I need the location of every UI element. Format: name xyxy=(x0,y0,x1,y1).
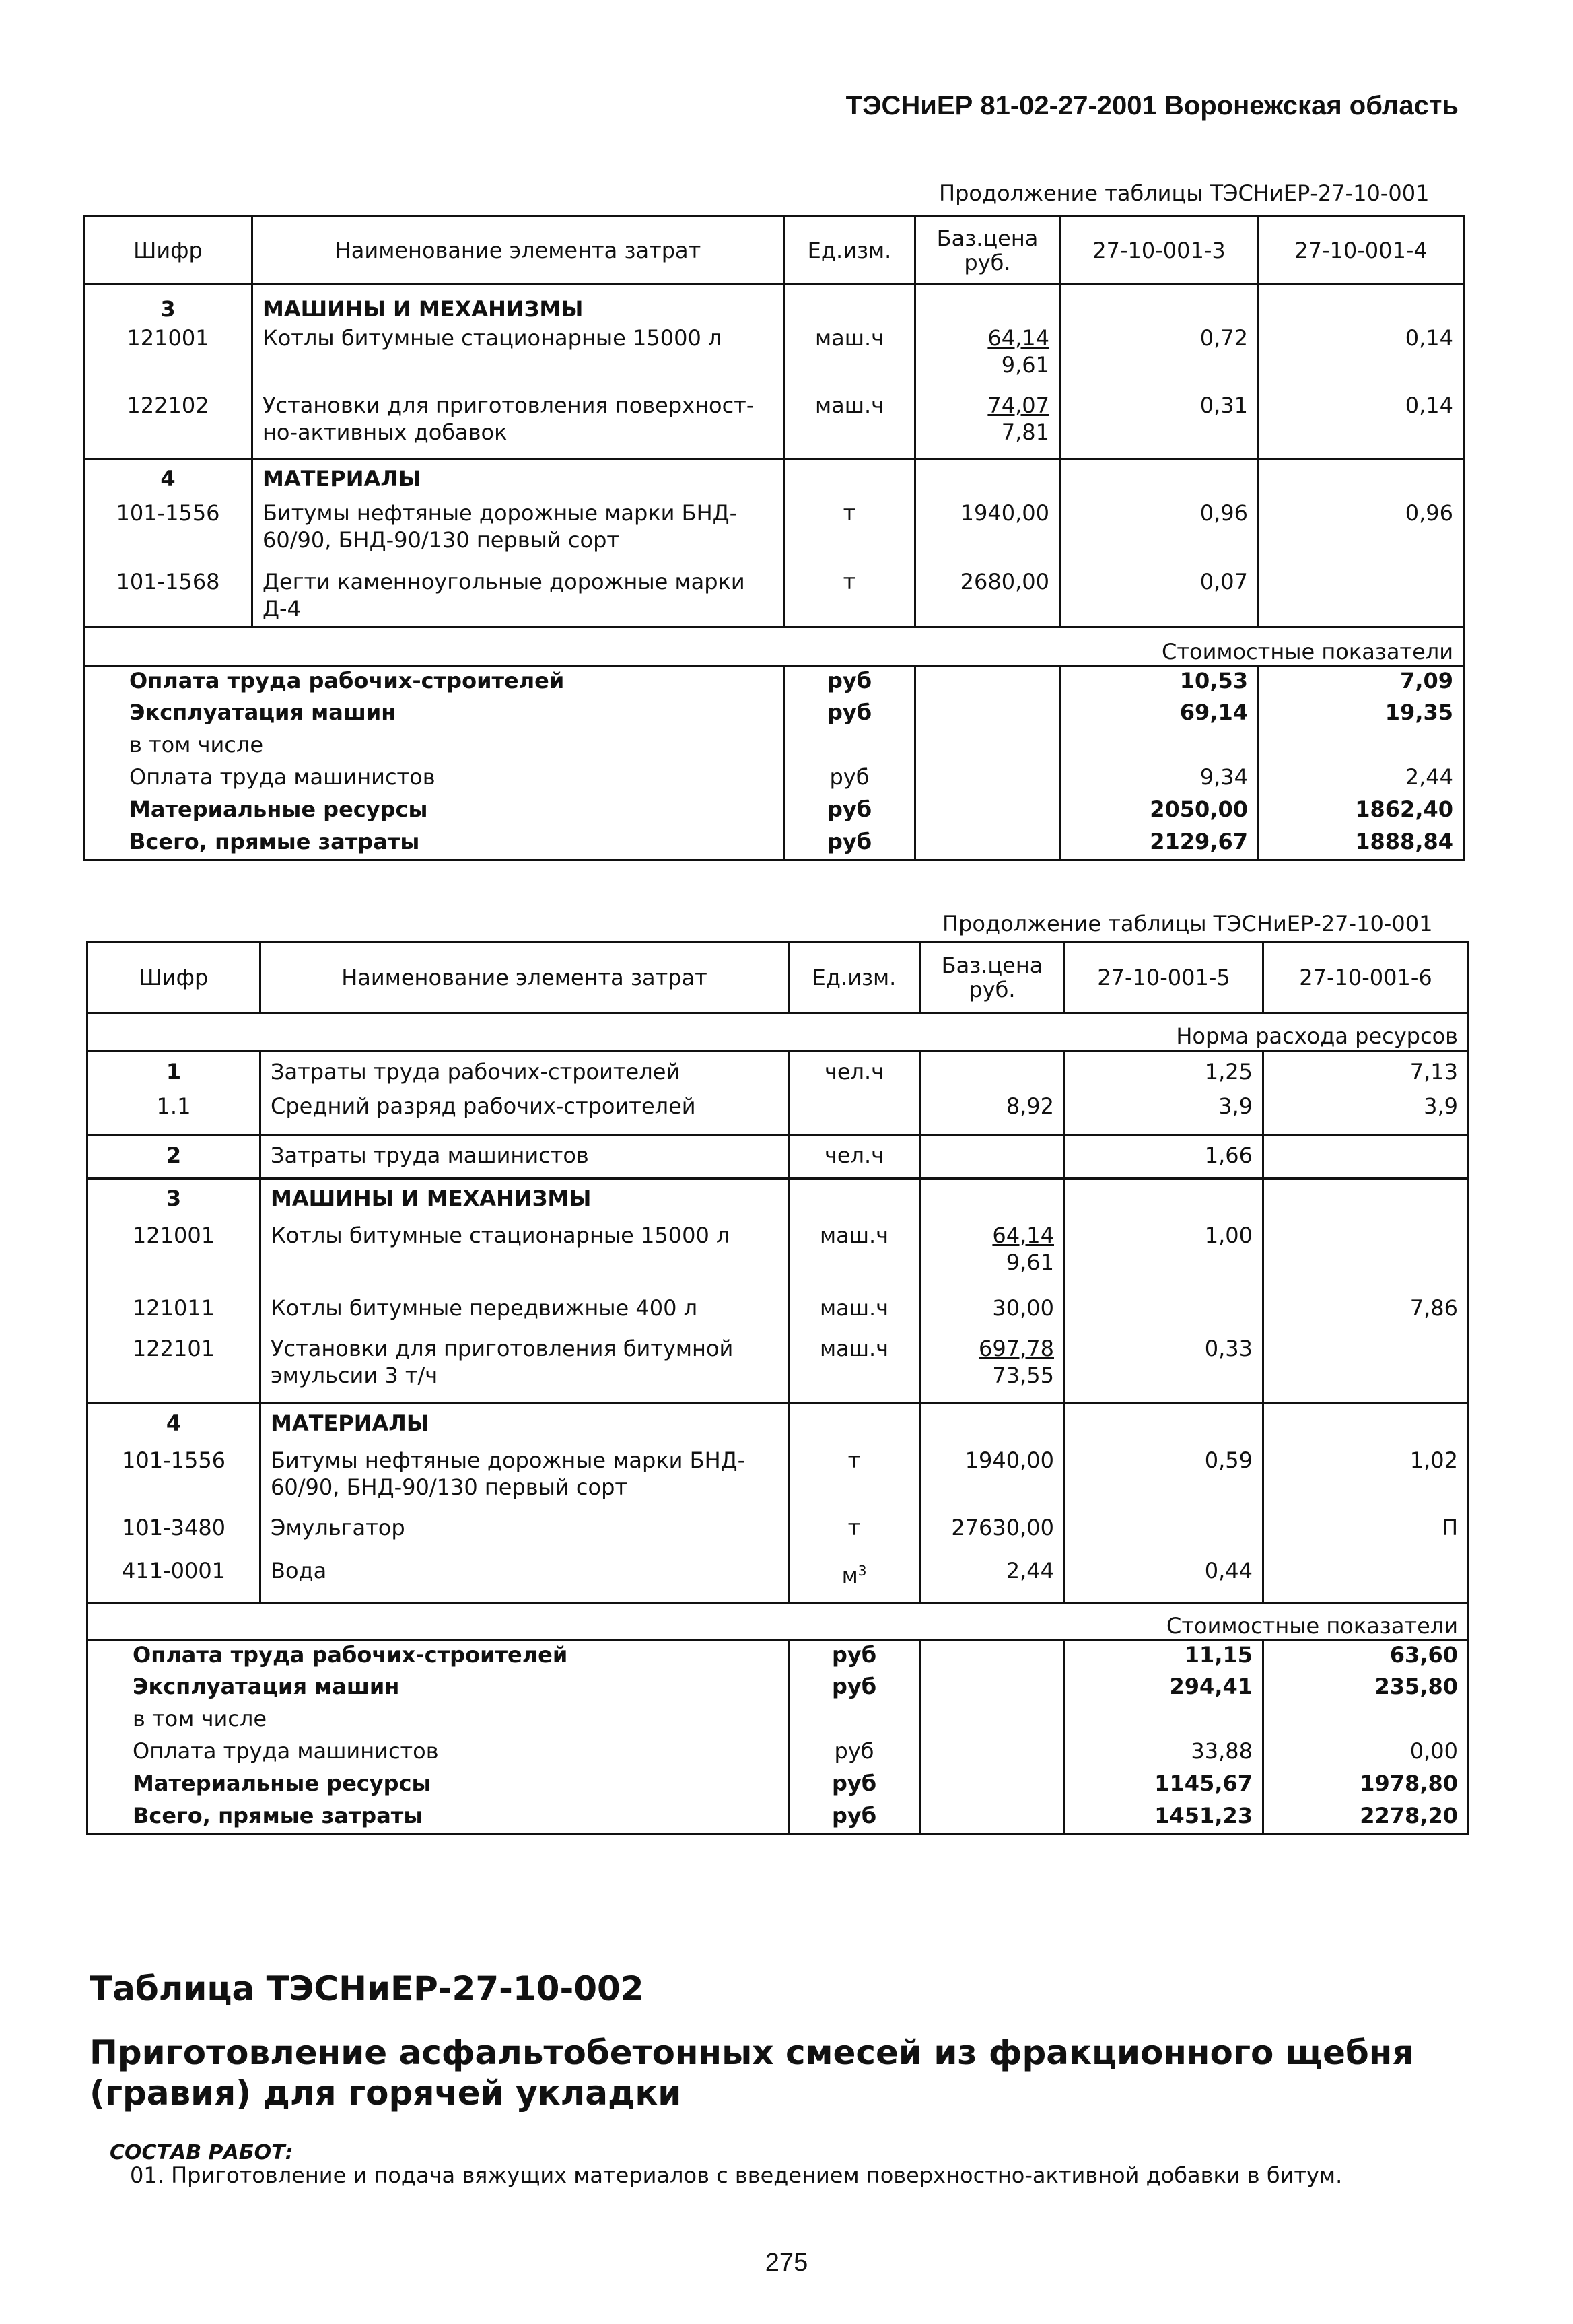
table-row xyxy=(88,1222,1469,1295)
price-salary-value: 7,81 xyxy=(1001,419,1049,445)
row-value-2: 1,02 xyxy=(1263,1447,1469,1514)
cost-name: в том числе xyxy=(88,1705,789,1738)
row-code: 101-1556 xyxy=(88,1447,260,1514)
cost-indicators-label: Стоимостные показатели xyxy=(84,627,1464,667)
price-value: 64,14 xyxy=(987,324,1049,351)
cost-unit: руб xyxy=(784,828,915,860)
price-value: 64,14 xyxy=(992,1222,1054,1248)
row-value-2: 0,96 xyxy=(1259,500,1464,568)
row-code: 411-0001 xyxy=(88,1557,260,1603)
row-price: 30,00 xyxy=(920,1295,1065,1335)
row-name xyxy=(252,500,784,568)
cost-row xyxy=(84,828,1464,860)
cost-value-1: 2129,67 xyxy=(1060,828,1259,860)
row-name: МАШИНЫ И МЕХАНИЗМЫ xyxy=(252,284,784,324)
price-salary-value: 9,61 xyxy=(1001,351,1049,378)
row-name-line1: Установки для приготовления битумной xyxy=(271,1335,734,1361)
section-subtitle-line1: Приготовление асфальтобетонных смесей из фракционного щебня xyxy=(90,2033,1414,2072)
cost-row xyxy=(88,1770,1469,1802)
table-row xyxy=(88,1093,1469,1136)
cost-value-1 xyxy=(1060,731,1259,763)
page-number: 275 xyxy=(765,2249,808,2277)
row-name: Котлы битумные передвижные 400 л xyxy=(260,1295,789,1335)
row-name: МАШИНЫ И МЕХАНИЗМЫ xyxy=(260,1179,789,1222)
cost-name: Материальные ресурсы xyxy=(88,1770,789,1802)
cost-row xyxy=(84,763,1464,796)
table2-header-row xyxy=(88,942,1469,1013)
cost-value-1: 11,15 xyxy=(1065,1641,1263,1673)
cost-row xyxy=(88,1738,1469,1770)
row-name: МАТЕРИАЛЫ xyxy=(260,1404,789,1447)
row-value-1: 0,07 xyxy=(1060,568,1259,627)
row-unit: т xyxy=(789,1447,920,1514)
row-name-line2: эмульсии 3 т/ч xyxy=(271,1362,438,1388)
row-name: Средний разряд рабочих-строителей xyxy=(260,1093,789,1136)
row-unit: чел.ч xyxy=(789,1136,920,1179)
cost-row xyxy=(88,1641,1469,1673)
price-value: 697,78 xyxy=(979,1335,1054,1361)
table-row xyxy=(88,1404,1469,1447)
row-price: 1940,00 xyxy=(915,500,1060,568)
cost-value-2: 1888,84 xyxy=(1259,828,1464,860)
row-code: 1 xyxy=(88,1051,260,1093)
table2 xyxy=(86,941,1469,1835)
row-name: Вода xyxy=(260,1557,789,1603)
table-row xyxy=(84,568,1464,627)
row-value-2: 7,13 xyxy=(1263,1051,1469,1093)
table-row xyxy=(88,1136,1469,1179)
col-header-norm-1: 27-10-001-5 xyxy=(1065,942,1263,1013)
row-unit xyxy=(789,1557,920,1603)
row-value-2: 0,14 xyxy=(1259,392,1464,459)
table-row xyxy=(88,1051,1469,1093)
cost-value-2: 7,09 xyxy=(1259,667,1464,699)
col-header-name: Наименование элемента затрат xyxy=(252,217,784,284)
row-code: 4 xyxy=(84,459,252,500)
row-price: 27630,00 xyxy=(920,1514,1065,1557)
row-price xyxy=(920,1051,1065,1093)
row-name: Затраты труда рабочих-строителей xyxy=(260,1051,789,1093)
cost-value-2: 1978,80 xyxy=(1263,1770,1469,1802)
col-header-name: Наименование элемента затрат xyxy=(260,942,789,1013)
row-value-2: 7,86 xyxy=(1263,1295,1469,1335)
cost-label-row xyxy=(84,627,1464,667)
cost-unit xyxy=(789,1705,920,1738)
table-row xyxy=(84,392,1464,459)
row-unit: т xyxy=(784,500,915,568)
row-code: 121011 xyxy=(88,1295,260,1335)
row-value-2: 0,14 xyxy=(1259,324,1464,392)
price-header-line1: Баз.цена xyxy=(936,225,1039,251)
row-name-line1: Битумы нефтяные дорожные марки БНД- xyxy=(271,1447,746,1473)
row-name: Эмульгатор xyxy=(260,1514,789,1557)
cost-name: Оплата труда рабочих-строителей xyxy=(84,667,784,699)
row-value-1 xyxy=(1065,1295,1263,1335)
table-row xyxy=(84,284,1464,324)
row-name xyxy=(260,1447,789,1514)
cost-unit: руб xyxy=(789,1770,920,1802)
cost-value-1: 2050,00 xyxy=(1060,796,1259,828)
norm-label: Норма расхода ресурсов xyxy=(88,1013,1469,1051)
table-row xyxy=(88,1514,1469,1557)
row-value-1: 0,59 xyxy=(1065,1447,1263,1514)
row-unit: маш.ч xyxy=(789,1222,920,1295)
table-row xyxy=(88,1557,1469,1603)
row-unit xyxy=(789,1093,920,1136)
cost-unit: руб xyxy=(789,1641,920,1673)
col-header-price xyxy=(915,217,1060,284)
col-header-code: Шифр xyxy=(84,217,252,284)
table-row xyxy=(88,1295,1469,1335)
cost-unit: руб xyxy=(789,1802,920,1835)
row-value-2: 3,9 xyxy=(1263,1093,1469,1136)
row-name: МАТЕРИАЛЫ xyxy=(252,459,784,500)
cost-name: Оплата труда машинистов xyxy=(84,763,784,796)
col-header-norm-2: 27-10-001-4 xyxy=(1259,217,1464,284)
row-name xyxy=(252,392,784,459)
col-header-norm-1: 27-10-001-3 xyxy=(1060,217,1259,284)
row-value-2 xyxy=(1263,1557,1469,1603)
row-value-1: 0,31 xyxy=(1060,392,1259,459)
row-value-1: 0,72 xyxy=(1060,324,1259,392)
table1-header-row xyxy=(84,217,1464,284)
cost-unit: руб xyxy=(784,667,915,699)
col-header-price xyxy=(920,942,1065,1013)
row-price xyxy=(915,392,1060,459)
cost-value-1: 69,14 xyxy=(1060,699,1259,731)
row-name: Котлы битумные стационарные 15000 л xyxy=(252,324,784,392)
unit-superscript: 3 xyxy=(858,1562,867,1579)
row-price xyxy=(915,324,1060,392)
row-price: 2680,00 xyxy=(915,568,1060,627)
cost-value-2: 235,80 xyxy=(1263,1673,1469,1705)
cost-value-2: 19,35 xyxy=(1259,699,1464,731)
table-row xyxy=(88,1335,1469,1404)
row-value-1 xyxy=(1065,1514,1263,1557)
row-code: 121001 xyxy=(84,324,252,392)
cost-value-1: 294,41 xyxy=(1065,1673,1263,1705)
table-row xyxy=(84,500,1464,568)
cost-name: в том числе xyxy=(84,731,784,763)
work-item: 01. Приготовление и подача вяжущих материалов с введением поверхностно-активной добавки в битум. xyxy=(130,2162,1343,2188)
price-salary-value: 73,55 xyxy=(992,1362,1054,1388)
row-unit: т xyxy=(784,568,915,627)
section-subtitle-line2: (гравия) для горячей укладки xyxy=(90,2074,682,2113)
table-row xyxy=(84,459,1464,500)
row-value-2 xyxy=(1259,568,1464,627)
row-name-line2: 60/90, БНД-90/130 первый сорт xyxy=(271,1474,628,1500)
table-title: Таблица ТЭСНиЕР-27-10-002 xyxy=(90,1969,644,2008)
price-header-line2: руб. xyxy=(964,249,1011,275)
cost-unit: руб xyxy=(789,1738,920,1770)
row-value-1: 1,25 xyxy=(1065,1051,1263,1093)
col-header-unit: Ед.изм. xyxy=(789,942,920,1013)
cost-indicators-label: Стоимостные показатели xyxy=(88,1603,1469,1641)
row-unit: чел.ч xyxy=(789,1051,920,1093)
cost-row xyxy=(84,699,1464,731)
cost-value-2: 63,60 xyxy=(1263,1641,1469,1673)
cost-value-1: 9,34 xyxy=(1060,763,1259,796)
row-unit: маш.ч xyxy=(784,392,915,459)
row-name xyxy=(260,1335,789,1404)
row-price: 1940,00 xyxy=(920,1447,1065,1514)
cost-name: Оплата труда рабочих-строителей xyxy=(88,1641,789,1673)
unit-base: м xyxy=(841,1563,858,1589)
row-code: 3 xyxy=(88,1179,260,1222)
price-header-line1: Баз.цена xyxy=(941,952,1043,978)
work-composition-label: СОСТАВ РАБОТ: xyxy=(110,2141,293,2164)
cost-unit: руб xyxy=(784,796,915,828)
row-code: 101-3480 xyxy=(88,1514,260,1557)
row-name-line2: но-активных добавок xyxy=(263,419,508,445)
row-code: 101-1568 xyxy=(84,568,252,627)
row-code: 122102 xyxy=(84,392,252,459)
cost-row xyxy=(84,796,1464,828)
cost-row xyxy=(84,731,1464,763)
row-name-line1: Установки для приготовления поверхност- xyxy=(263,392,755,418)
row-value-2: П xyxy=(1263,1514,1469,1557)
cost-name: Эксплуатация машин xyxy=(88,1673,789,1705)
row-value-1: 1,00 xyxy=(1065,1222,1263,1295)
row-code: 122101 xyxy=(88,1335,260,1404)
cost-unit: руб xyxy=(784,699,915,731)
cost-row xyxy=(84,667,1464,699)
row-code: 2 xyxy=(88,1136,260,1179)
table2-caption: Продолжение таблицы ТЭСНиЕР-27-10-001 xyxy=(942,911,1433,936)
cost-row xyxy=(88,1705,1469,1738)
price-value: 74,07 xyxy=(987,392,1049,418)
row-name-line1: Дегти каменноугольные дорожные марки xyxy=(263,568,745,594)
col-header-norm-2: 27-10-001-6 xyxy=(1263,942,1469,1013)
cost-row xyxy=(88,1802,1469,1835)
table-row xyxy=(88,1179,1469,1222)
row-unit: маш.ч xyxy=(789,1295,920,1335)
row-name-line2: Д-4 xyxy=(263,595,301,621)
row-code: 101-1556 xyxy=(84,500,252,568)
cost-value-2: 2,44 xyxy=(1259,763,1464,796)
cost-value-1: 33,88 xyxy=(1065,1738,1263,1770)
row-unit: т xyxy=(789,1514,920,1557)
row-name: Котлы битумные стационарные 15000 л xyxy=(260,1222,789,1295)
row-value-1: 0,96 xyxy=(1060,500,1259,568)
row-price: 2,44 xyxy=(920,1557,1065,1603)
row-value-1: 0,44 xyxy=(1065,1557,1263,1603)
row-price xyxy=(920,1136,1065,1179)
table-row xyxy=(88,1447,1469,1514)
row-price: 8,92 xyxy=(920,1093,1065,1136)
cost-value-2 xyxy=(1259,731,1464,763)
running-header: ТЭСНиЕР 81-02-27-2001 Воронежская область xyxy=(845,91,1459,121)
cost-name: Всего, прямые затраты xyxy=(84,828,784,860)
row-value-1: 3,9 xyxy=(1065,1093,1263,1136)
cost-name: Эксплуатация машин xyxy=(84,699,784,731)
price-salary-value: 9,61 xyxy=(1006,1249,1054,1275)
col-header-unit: Ед.изм. xyxy=(784,217,915,284)
cost-name: Материальные ресурсы xyxy=(84,796,784,828)
row-value-1: 0,33 xyxy=(1065,1335,1263,1404)
cost-value-2: 1862,40 xyxy=(1259,796,1464,828)
cost-unit xyxy=(784,731,915,763)
cost-name: Всего, прямые затраты xyxy=(88,1802,789,1835)
cost-unit: руб xyxy=(789,1673,920,1705)
row-name: Затраты труда машинистов xyxy=(260,1136,789,1179)
row-value-2 xyxy=(1263,1222,1469,1295)
row-code: 1.1 xyxy=(88,1093,260,1136)
cost-value-1: 10,53 xyxy=(1060,667,1259,699)
cost-value-1: 1145,67 xyxy=(1065,1770,1263,1802)
cost-name: Оплата труда машинистов xyxy=(88,1738,789,1770)
cost-value-1: 1451,23 xyxy=(1065,1802,1263,1835)
row-code: 3 xyxy=(84,284,252,324)
cost-value-2: 2278,20 xyxy=(1263,1802,1469,1835)
row-code: 121001 xyxy=(88,1222,260,1295)
row-value-2 xyxy=(1263,1136,1469,1179)
table-row xyxy=(84,324,1464,392)
row-price xyxy=(920,1335,1065,1404)
cost-value-2: 0,00 xyxy=(1263,1738,1469,1770)
row-value-1: 1,66 xyxy=(1065,1136,1263,1179)
cost-value-2 xyxy=(1263,1705,1469,1738)
cost-value-1 xyxy=(1065,1705,1263,1738)
cost-unit: руб xyxy=(784,763,915,796)
cost-label-row xyxy=(88,1603,1469,1641)
norm-label-row xyxy=(88,1013,1469,1051)
row-name-line2: 60/90, БНД-90/130 первый сорт xyxy=(263,526,620,553)
price-header-line2: руб. xyxy=(969,976,1016,1002)
row-code: 4 xyxy=(88,1404,260,1447)
row-unit: маш.ч xyxy=(789,1335,920,1404)
row-unit: маш.ч xyxy=(784,324,915,392)
table1-caption: Продолжение таблицы ТЭСНиЕР-27-10-001 xyxy=(939,180,1430,206)
table1 xyxy=(83,215,1465,861)
col-header-code: Шифр xyxy=(88,942,260,1013)
cost-row xyxy=(88,1673,1469,1705)
row-value-2 xyxy=(1263,1335,1469,1404)
row-name-line1: Битумы нефтяные дорожные марки БНД- xyxy=(263,500,738,526)
row-price xyxy=(920,1222,1065,1295)
row-name xyxy=(252,568,784,627)
